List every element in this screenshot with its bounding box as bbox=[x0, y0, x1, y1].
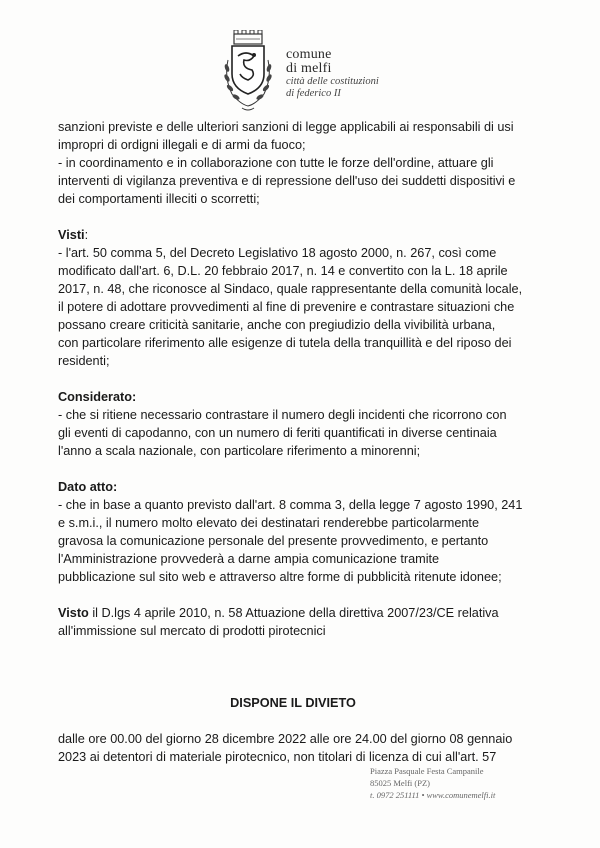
intro-line: sanzioni previste e delle ulteriori sanzioni di legge applicabili ai responsabili di usi bbox=[58, 120, 514, 134]
dispone-line: 2023 ai detentori di materiale pirotecnico, non titolari di licenza di cui all'art. 57 bbox=[58, 750, 497, 764]
visti-heading: Visti bbox=[58, 228, 85, 242]
visti-line: - l'art. 50 comma 5, del Decreto Legislativo 18 agosto 2000, n. 267, così come bbox=[58, 246, 497, 260]
visto-line: all'immissione sul mercato di prodotti pirotecnici bbox=[58, 624, 326, 638]
dato-atto-heading: Dato atto: bbox=[58, 480, 118, 494]
visti-line: con particolare riferimento alle esigenze di tutela della tranquillità e del riposo dei bbox=[58, 336, 512, 350]
visti-heading-row bbox=[58, 226, 548, 244]
dato-atto-line: pubblicazione sul sito web e attraverso altre forme di pubblicità ritenute idonee; bbox=[58, 570, 502, 584]
visti-line: modificato dall'art. 6, D.L. 20 febbraio 2017, n. 14 e convertito con la L. 18 aprile bbox=[58, 264, 508, 278]
considerato-line: - che si ritiene necessario contrastare il numero degli incidenti che ricorrono con bbox=[58, 408, 507, 422]
document-body bbox=[58, 118, 548, 766]
dato-atto-line: gravosa la comunicazione personale del presente provvedimento, e pertanto bbox=[58, 534, 489, 548]
considerato-heading: Considerato: bbox=[58, 390, 137, 404]
visti-line: 2017, n. 48, che riconosce al Sindaco, quale rappresentante della comunità locale, bbox=[58, 282, 523, 296]
city-crest-icon bbox=[222, 30, 274, 116]
letterhead-text bbox=[286, 48, 379, 100]
visti-line: il potere di adottare provvedimenti al fine di prevenire e contrastare situazioni che bbox=[58, 300, 515, 314]
visti-line: possano creare criticità sanitarie, anche con pregiudizio della vivibilità urbana, bbox=[58, 318, 496, 332]
dispone-title: DISPONE IL DIVIETO bbox=[230, 696, 356, 710]
intro-line: interventi di vigilanza preventiva e di repressione dell'uso dei suddetti dispositivi e bbox=[58, 174, 516, 188]
visto-text: il D.lgs 4 aprile 2010, n. 58 Attuazione della direttiva 2007/23/CE relativa bbox=[88, 606, 499, 620]
visti-line: residenti; bbox=[58, 354, 110, 368]
considerato-line: gli eventi di capodanno, con un numero di feriti quantificati in diverse centinaia bbox=[58, 426, 497, 440]
tagline-line2: di federico II bbox=[286, 88, 341, 99]
dato-atto-line: - che in base a quanto previsto dall'art. 8 comma 3, della legge 7 agosto 1990, 241 bbox=[58, 498, 523, 512]
municipality-name-line2: di melfi bbox=[286, 61, 332, 76]
intro-line: dei comportamenti illeciti o scorretti; bbox=[58, 192, 260, 206]
considerato-line: l'anno a scala nazionale, con particolare riferimento a minorenni; bbox=[58, 444, 421, 458]
intro-line: impropri di ordigni illegali e di armi da fuoco; bbox=[58, 138, 306, 152]
visto-row bbox=[58, 604, 548, 622]
letterhead bbox=[222, 30, 402, 122]
footer-city: 85025 Melfi (PZ) bbox=[370, 778, 430, 788]
visti-colon: : bbox=[84, 228, 89, 242]
footer-contacts: t. 0972 251111 • www.comunemelfi.it bbox=[370, 790, 496, 800]
dato-atto-line: e s.m.i., il numero molto elevato dei destinatari renderebbe particolarmente bbox=[58, 516, 480, 530]
footer-address bbox=[370, 765, 495, 801]
municipality-name-line1: comune bbox=[286, 47, 332, 62]
dispone-line: dalle ore 00.00 del giorno 28 dicembre 2022 alle ore 24.00 del giorno 08 gennaio bbox=[58, 732, 513, 746]
visto-heading: Visto bbox=[58, 606, 89, 620]
footer-street: Piazza Pasquale Festa Campanile bbox=[370, 766, 484, 776]
dato-atto-line: l'Amministrazione provvederà a darne ampia comunicazione tramite bbox=[58, 552, 440, 566]
tagline-line1: città delle costituzioni bbox=[286, 76, 379, 87]
intro-line: - in coordinamento e in collaborazione con tutte le forze dell'ordine, attuare gli bbox=[58, 156, 494, 170]
